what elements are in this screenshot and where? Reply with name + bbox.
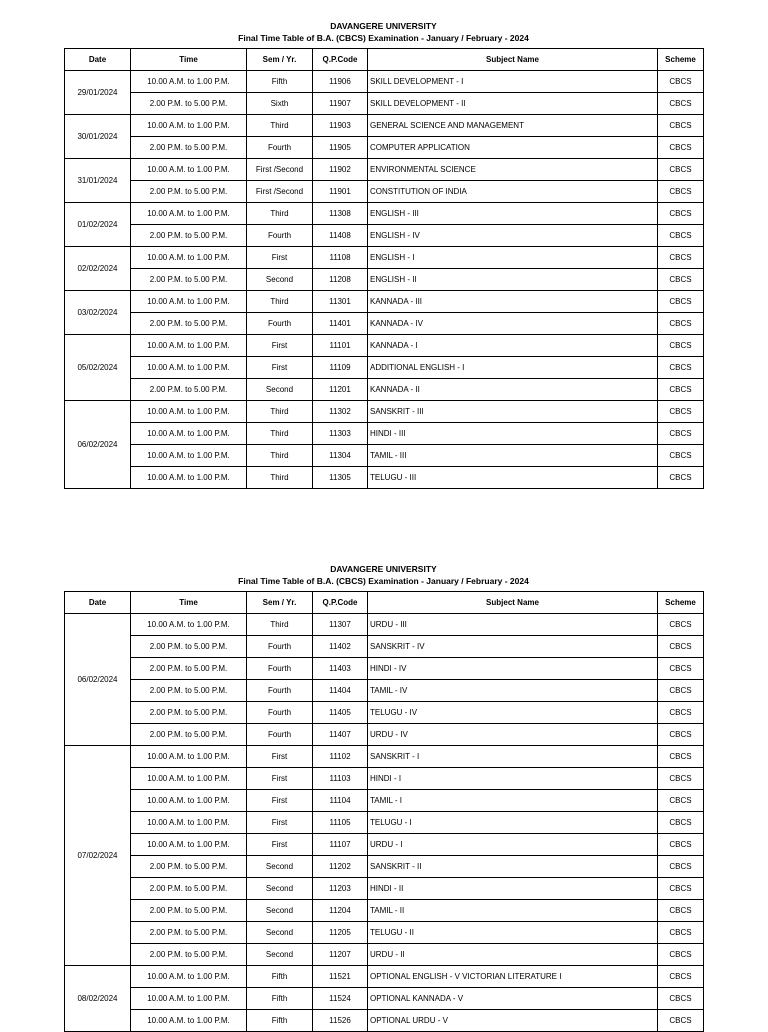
date-cell: 31/01/2024 xyxy=(65,159,131,203)
time-cell: 10.00 A.M. to 1.00 P.M. xyxy=(131,768,247,790)
sem-cell: Fifth xyxy=(247,988,313,1010)
sem-cell: Fourth xyxy=(247,724,313,746)
scheme-cell: CBCS xyxy=(658,335,704,357)
table-row xyxy=(65,247,704,269)
qp-code-cell: 11404 xyxy=(313,680,368,702)
subject-cell: KANNADA - II xyxy=(368,379,658,401)
scheme-cell: CBCS xyxy=(658,357,704,379)
table-row xyxy=(65,768,704,790)
qp-code-cell: 11205 xyxy=(313,922,368,944)
qp-code-cell: 11101 xyxy=(313,335,368,357)
time-cell: 10.00 A.M. to 1.00 P.M. xyxy=(131,335,247,357)
qp-code-cell: 11304 xyxy=(313,445,368,467)
table-row xyxy=(65,790,704,812)
table-row xyxy=(65,658,704,680)
timetable-body xyxy=(65,614,704,1032)
timetable-block-1 xyxy=(64,20,703,489)
subject-cell: ENGLISH - II xyxy=(368,269,658,291)
sem-cell: Fifth xyxy=(247,966,313,988)
scheme-cell: CBCS xyxy=(658,159,704,181)
qp-code-cell: 11108 xyxy=(313,247,368,269)
time-cell: 10.00 A.M. to 1.00 P.M. xyxy=(131,790,247,812)
scheme-cell: CBCS xyxy=(658,445,704,467)
table-row xyxy=(65,856,704,878)
time-cell: 10.00 A.M. to 1.00 P.M. xyxy=(131,71,247,93)
scheme-cell: CBCS xyxy=(658,878,704,900)
scheme-cell: CBCS xyxy=(658,379,704,401)
timetable-body xyxy=(65,71,704,489)
subject-cell: TELUGU - II xyxy=(368,922,658,944)
qp-code-cell: 11524 xyxy=(313,988,368,1010)
sem-cell: Sixth xyxy=(247,93,313,115)
sem-cell: First /Second xyxy=(247,181,313,203)
subject-cell: OPTIONAL KANNADA - V xyxy=(368,988,658,1010)
sem-cell: Second xyxy=(247,269,313,291)
qp-code-cell: 11203 xyxy=(313,878,368,900)
sem-cell: Second xyxy=(247,900,313,922)
scheme-cell: CBCS xyxy=(658,944,704,966)
table-row xyxy=(65,335,704,357)
col-header-scheme: Scheme xyxy=(658,592,704,614)
sem-cell: First xyxy=(247,834,313,856)
table-row xyxy=(65,988,704,1010)
table-row xyxy=(65,680,704,702)
qp-code-cell: 11903 xyxy=(313,115,368,137)
timetable-subtitle: Final Time Table of B.A. (CBCS) Examination - January / February - 2024 xyxy=(238,576,529,586)
table-row xyxy=(65,203,704,225)
qp-code-cell: 11521 xyxy=(313,966,368,988)
time-cell: 10.00 A.M. to 1.00 P.M. xyxy=(131,966,247,988)
subject-cell: ENGLISH - III xyxy=(368,203,658,225)
sem-cell: Third xyxy=(247,423,313,445)
sem-cell: Fourth xyxy=(247,137,313,159)
scheme-cell: CBCS xyxy=(658,247,704,269)
time-cell: 10.00 A.M. to 1.00 P.M. xyxy=(131,115,247,137)
date-cell: 29/01/2024 xyxy=(65,71,131,115)
subject-cell: TAMIL - II xyxy=(368,900,658,922)
table-row xyxy=(65,445,704,467)
sem-cell: Second xyxy=(247,379,313,401)
subject-cell: ENGLISH - I xyxy=(368,247,658,269)
timetable-block-2 xyxy=(64,563,703,1032)
date-cell: 30/01/2024 xyxy=(65,115,131,159)
sem-cell: Third xyxy=(247,115,313,137)
time-cell: 2.00 P.M. to 5.00 P.M. xyxy=(131,137,247,159)
table-row xyxy=(65,159,704,181)
qp-code-cell: 11104 xyxy=(313,790,368,812)
time-cell: 2.00 P.M. to 5.00 P.M. xyxy=(131,225,247,247)
time-cell: 2.00 P.M. to 5.00 P.M. xyxy=(131,636,247,658)
table-row xyxy=(65,702,704,724)
table-row xyxy=(65,922,704,944)
header-row xyxy=(65,49,704,71)
qp-code-cell: 11526 xyxy=(313,1010,368,1032)
scheme-cell: CBCS xyxy=(658,680,704,702)
scheme-cell: CBCS xyxy=(658,724,704,746)
scheme-cell: CBCS xyxy=(658,137,704,159)
sem-cell: First xyxy=(247,790,313,812)
sem-cell: Fourth xyxy=(247,680,313,702)
subject-cell: TAMIL - I xyxy=(368,790,658,812)
table-row xyxy=(65,71,704,93)
scheme-cell: CBCS xyxy=(658,988,704,1010)
qp-code-cell: 11207 xyxy=(313,944,368,966)
university-title: DAVANGERE UNIVERSITY xyxy=(330,564,437,574)
timetable-subtitle: Final Time Table of B.A. (CBCS) Examination - January / February - 2024 xyxy=(238,33,529,43)
scheme-cell: CBCS xyxy=(658,768,704,790)
qp-code-cell: 11102 xyxy=(313,746,368,768)
table-row xyxy=(65,614,704,636)
scheme-cell: CBCS xyxy=(658,1010,704,1032)
sem-cell: Fourth xyxy=(247,658,313,680)
scheme-cell: CBCS xyxy=(658,900,704,922)
sem-cell: First xyxy=(247,357,313,379)
table-row xyxy=(65,379,704,401)
subject-cell: TAMIL - IV xyxy=(368,680,658,702)
header-row xyxy=(65,592,704,614)
sem-cell: Second xyxy=(247,922,313,944)
sem-cell: First xyxy=(247,768,313,790)
table-row xyxy=(65,357,704,379)
timetable-table xyxy=(64,48,704,489)
qp-code-cell: 11204 xyxy=(313,900,368,922)
scheme-cell: CBCS xyxy=(658,966,704,988)
col-header-sem: Sem / Yr. xyxy=(247,592,313,614)
scheme-cell: CBCS xyxy=(658,291,704,313)
table-row xyxy=(65,291,704,313)
time-cell: 10.00 A.M. to 1.00 P.M. xyxy=(131,401,247,423)
subject-cell: TELUGU - III xyxy=(368,467,658,489)
sem-cell: Third xyxy=(247,291,313,313)
table-row xyxy=(65,269,704,291)
table-row xyxy=(65,966,704,988)
date-cell: 07/02/2024 xyxy=(65,746,131,966)
sem-cell: Fourth xyxy=(247,313,313,335)
qp-code-cell: 11105 xyxy=(313,812,368,834)
table-row xyxy=(65,944,704,966)
qp-code-cell: 11302 xyxy=(313,401,368,423)
scheme-cell: CBCS xyxy=(658,922,704,944)
scheme-cell: CBCS xyxy=(658,269,704,291)
scheme-cell: CBCS xyxy=(658,93,704,115)
subject-cell: TELUGU - IV xyxy=(368,702,658,724)
col-header-qp-code: Q.P.Code xyxy=(313,49,368,71)
date-cell: 03/02/2024 xyxy=(65,291,131,335)
table-row xyxy=(65,401,704,423)
time-cell: 2.00 P.M. to 5.00 P.M. xyxy=(131,93,247,115)
col-header-qp-code: Q.P.Code xyxy=(313,592,368,614)
subject-cell: SKILL DEVELOPMENT - II xyxy=(368,93,658,115)
table-row xyxy=(65,181,704,203)
date-cell: 08/02/2024 xyxy=(65,966,131,1032)
scheme-cell: CBCS xyxy=(658,702,704,724)
time-cell: 10.00 A.M. to 1.00 P.M. xyxy=(131,988,247,1010)
col-header-subject: Subject Name xyxy=(368,592,658,614)
qp-code-cell: 11208 xyxy=(313,269,368,291)
qp-code-cell: 11407 xyxy=(313,724,368,746)
table-row xyxy=(65,467,704,489)
subject-cell: SANSKRIT - III xyxy=(368,401,658,423)
qp-code-cell: 11902 xyxy=(313,159,368,181)
table-row xyxy=(65,812,704,834)
sem-cell: First /Second xyxy=(247,159,313,181)
qp-code-cell: 11402 xyxy=(313,636,368,658)
table-row xyxy=(65,746,704,768)
scheme-cell: CBCS xyxy=(658,658,704,680)
qp-code-cell: 11303 xyxy=(313,423,368,445)
time-cell: 2.00 P.M. to 5.00 P.M. xyxy=(131,313,247,335)
col-header-time: Time xyxy=(131,49,247,71)
table-row xyxy=(65,137,704,159)
subject-cell: SANSKRIT - IV xyxy=(368,636,658,658)
time-cell: 2.00 P.M. to 5.00 P.M. xyxy=(131,922,247,944)
scheme-cell: CBCS xyxy=(658,790,704,812)
scheme-cell: CBCS xyxy=(658,423,704,445)
subject-cell: SANSKRIT - I xyxy=(368,746,658,768)
qp-code-cell: 11901 xyxy=(313,181,368,203)
date-cell: 06/02/2024 xyxy=(65,614,131,746)
subject-cell: URDU - IV xyxy=(368,724,658,746)
qp-code-cell: 11308 xyxy=(313,203,368,225)
qp-code-cell: 11202 xyxy=(313,856,368,878)
table-row xyxy=(65,636,704,658)
sem-cell: Third xyxy=(247,445,313,467)
table-row xyxy=(65,93,704,115)
subject-cell: KANNADA - IV xyxy=(368,313,658,335)
subject-cell: OPTIONAL URDU - V xyxy=(368,1010,658,1032)
scheme-cell: CBCS xyxy=(658,856,704,878)
table-row xyxy=(65,115,704,137)
time-cell: 10.00 A.M. to 1.00 P.M. xyxy=(131,467,247,489)
scheme-cell: CBCS xyxy=(658,401,704,423)
scheme-cell: CBCS xyxy=(658,115,704,137)
time-cell: 2.00 P.M. to 5.00 P.M. xyxy=(131,944,247,966)
time-cell: 10.00 A.M. to 1.00 P.M. xyxy=(131,357,247,379)
subject-cell: TAMIL - III xyxy=(368,445,658,467)
timetable-table xyxy=(64,591,704,1032)
time-cell: 10.00 A.M. to 1.00 P.M. xyxy=(131,423,247,445)
time-cell: 2.00 P.M. to 5.00 P.M. xyxy=(131,724,247,746)
scheme-cell: CBCS xyxy=(658,614,704,636)
qp-code-cell: 11107 xyxy=(313,834,368,856)
university-title: DAVANGERE UNIVERSITY xyxy=(330,21,437,31)
qp-code-cell: 11401 xyxy=(313,313,368,335)
subject-cell: SANSKRIT - II xyxy=(368,856,658,878)
date-cell: 01/02/2024 xyxy=(65,203,131,247)
date-cell: 05/02/2024 xyxy=(65,335,131,401)
scheme-cell: CBCS xyxy=(658,834,704,856)
subject-cell: ENVIRONMENTAL SCIENCE xyxy=(368,159,658,181)
sem-cell: Fifth xyxy=(247,71,313,93)
time-cell: 10.00 A.M. to 1.00 P.M. xyxy=(131,746,247,768)
sem-cell: Third xyxy=(247,203,313,225)
subject-cell: HINDI - IV xyxy=(368,658,658,680)
scheme-cell: CBCS xyxy=(658,746,704,768)
time-cell: 2.00 P.M. to 5.00 P.M. xyxy=(131,702,247,724)
sem-cell: Fourth xyxy=(247,636,313,658)
sem-cell: Third xyxy=(247,401,313,423)
time-cell: 2.00 P.M. to 5.00 P.M. xyxy=(131,181,247,203)
subject-cell: ADDITIONAL ENGLISH - I xyxy=(368,357,658,379)
sem-cell: Third xyxy=(247,614,313,636)
qp-code-cell: 11907 xyxy=(313,93,368,115)
col-header-subject: Subject Name xyxy=(368,49,658,71)
qp-code-cell: 11307 xyxy=(313,614,368,636)
subject-cell: URDU - III xyxy=(368,614,658,636)
time-cell: 10.00 A.M. to 1.00 P.M. xyxy=(131,445,247,467)
subject-cell: URDU - I xyxy=(368,834,658,856)
time-cell: 10.00 A.M. to 1.00 P.M. xyxy=(131,247,247,269)
sem-cell: Second xyxy=(247,944,313,966)
qp-code-cell: 11201 xyxy=(313,379,368,401)
col-header-sem: Sem / Yr. xyxy=(247,49,313,71)
time-cell: 2.00 P.M. to 5.00 P.M. xyxy=(131,379,247,401)
qp-code-cell: 11109 xyxy=(313,357,368,379)
col-header-time: Time xyxy=(131,592,247,614)
time-cell: 2.00 P.M. to 5.00 P.M. xyxy=(131,856,247,878)
time-cell: 2.00 P.M. to 5.00 P.M. xyxy=(131,878,247,900)
subject-cell: TELUGU - I xyxy=(368,812,658,834)
scheme-cell: CBCS xyxy=(658,181,704,203)
subject-cell: HINDI - III xyxy=(368,423,658,445)
table-row xyxy=(65,313,704,335)
sem-cell: Fifth xyxy=(247,1010,313,1032)
subject-cell: OPTIONAL ENGLISH - V VICTORIAN LITERATURE I xyxy=(368,966,658,988)
time-cell: 10.00 A.M. to 1.00 P.M. xyxy=(131,614,247,636)
subject-cell: HINDI - I xyxy=(368,768,658,790)
sem-cell: Third xyxy=(247,467,313,489)
time-cell: 10.00 A.M. to 1.00 P.M. xyxy=(131,1010,247,1032)
col-header-date: Date xyxy=(65,49,131,71)
table-row xyxy=(65,225,704,247)
sem-cell: First xyxy=(247,812,313,834)
sem-cell: Second xyxy=(247,878,313,900)
scheme-cell: CBCS xyxy=(658,225,704,247)
time-cell: 2.00 P.M. to 5.00 P.M. xyxy=(131,680,247,702)
subject-cell: KANNADA - I xyxy=(368,335,658,357)
scheme-cell: CBCS xyxy=(658,467,704,489)
sem-cell: First xyxy=(247,335,313,357)
time-cell: 2.00 P.M. to 5.00 P.M. xyxy=(131,658,247,680)
col-header-date: Date xyxy=(65,592,131,614)
date-cell: 06/02/2024 xyxy=(65,401,131,489)
table-row xyxy=(65,423,704,445)
time-cell: 10.00 A.M. to 1.00 P.M. xyxy=(131,834,247,856)
table-row xyxy=(65,834,704,856)
subject-cell: URDU - II xyxy=(368,944,658,966)
subject-cell: COMPUTER APPLICATION xyxy=(368,137,658,159)
qp-code-cell: 11906 xyxy=(313,71,368,93)
time-cell: 10.00 A.M. to 1.00 P.M. xyxy=(131,159,247,181)
qp-code-cell: 11301 xyxy=(313,291,368,313)
subject-cell: GENERAL SCIENCE AND MANAGEMENT xyxy=(368,115,658,137)
subject-cell: ENGLISH - IV xyxy=(368,225,658,247)
qp-code-cell: 11905 xyxy=(313,137,368,159)
qp-code-cell: 11305 xyxy=(313,467,368,489)
scheme-cell: CBCS xyxy=(658,71,704,93)
sem-cell: First xyxy=(247,247,313,269)
subject-cell: KANNADA - III xyxy=(368,291,658,313)
time-cell: 10.00 A.M. to 1.00 P.M. xyxy=(131,203,247,225)
date-cell: 02/02/2024 xyxy=(65,247,131,291)
scheme-cell: CBCS xyxy=(658,636,704,658)
qp-code-cell: 11405 xyxy=(313,702,368,724)
time-cell: 10.00 A.M. to 1.00 P.M. xyxy=(131,812,247,834)
scheme-cell: CBCS xyxy=(658,203,704,225)
table-row xyxy=(65,878,704,900)
qp-code-cell: 11403 xyxy=(313,658,368,680)
table-row xyxy=(65,900,704,922)
time-cell: 2.00 P.M. to 5.00 P.M. xyxy=(131,269,247,291)
time-cell: 2.00 P.M. to 5.00 P.M. xyxy=(131,900,247,922)
scheme-cell: CBCS xyxy=(658,812,704,834)
time-cell: 10.00 A.M. to 1.00 P.M. xyxy=(131,291,247,313)
qp-code-cell: 11103 xyxy=(313,768,368,790)
subject-cell: SKILL DEVELOPMENT - I xyxy=(368,71,658,93)
subject-cell: CONSTITUTION OF INDIA xyxy=(368,181,658,203)
sem-cell: First xyxy=(247,746,313,768)
col-header-scheme: Scheme xyxy=(658,49,704,71)
scheme-cell: CBCS xyxy=(658,313,704,335)
sem-cell: Fourth xyxy=(247,225,313,247)
subject-cell: HINDI - II xyxy=(368,878,658,900)
sem-cell: Second xyxy=(247,856,313,878)
sem-cell: Fourth xyxy=(247,702,313,724)
table-row xyxy=(65,724,704,746)
qp-code-cell: 11408 xyxy=(313,225,368,247)
table-row xyxy=(65,1010,704,1032)
